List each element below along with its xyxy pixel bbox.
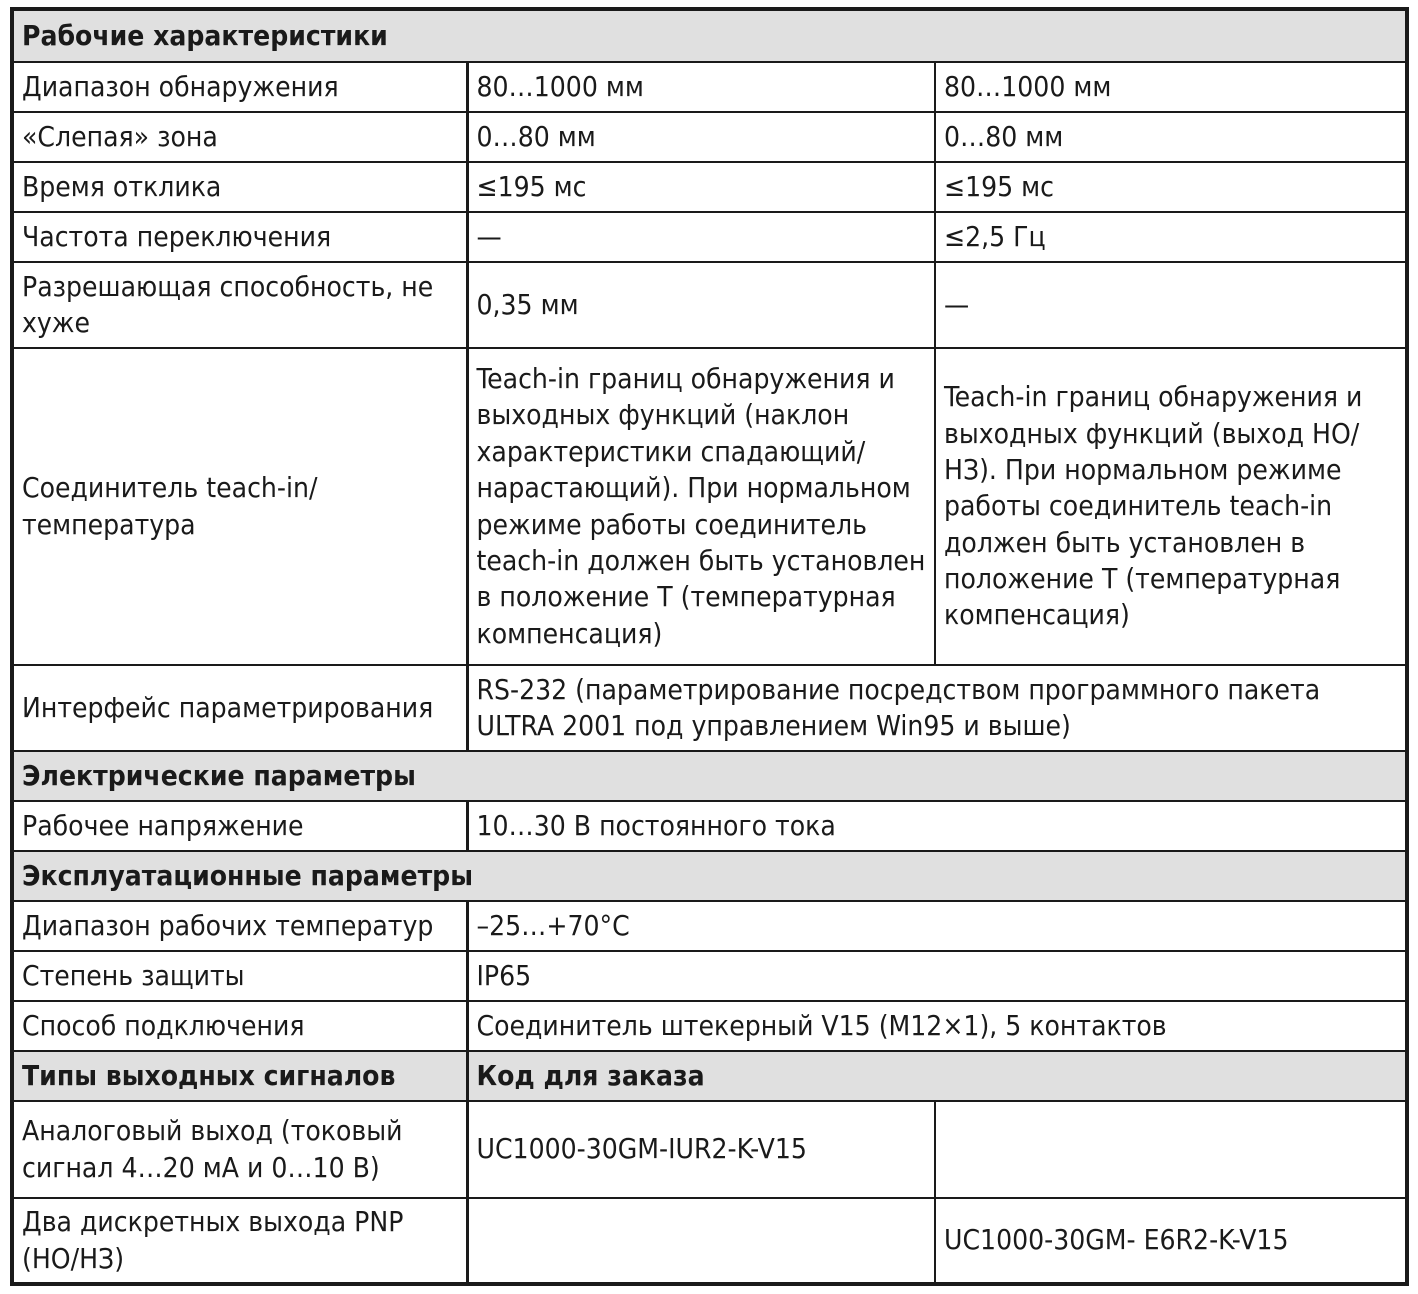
detection-range-label: Диапазон обнаружения — [12, 62, 467, 112]
pnp-out-code-1 — [467, 1198, 935, 1284]
resolution-label: Разрешающая способность, не хуже — [12, 262, 467, 348]
section-row — [12, 9, 1407, 62]
switch-freq-value-1: — — [467, 212, 935, 262]
switch-freq-label: Частота переключения — [12, 212, 467, 262]
section-electrical: Электрические параметры — [12, 751, 1407, 801]
interface-value: RS-232 (параметрирование посредством программного пакета ULTRA 2001 под управлением Win95 и выше) — [467, 665, 1407, 751]
voltage-label: Рабочее напряжение — [12, 801, 467, 851]
teach-in-value-2: Teach-in границ обнаружения и выходных функций (выход НО/НЗ). При нормальном режиме работы соединитель teach-in должен быть установлен в положение T (температурная компенсация) — [935, 348, 1407, 665]
response-time-value-2: ≤195 мс — [935, 162, 1407, 212]
analog-out-code-1: UC1000-30GM-IUR2-K-V15 — [467, 1101, 935, 1198]
table-row — [12, 1198, 1407, 1284]
blind-zone-label: «Слепая» зона — [12, 112, 467, 162]
analog-out-label: Аналоговый выход (токовый сигнал 4…20 мА и 0…10 В) — [12, 1101, 467, 1198]
table-row — [12, 951, 1407, 1001]
table-row — [12, 801, 1407, 851]
table-row — [12, 262, 1407, 348]
section-operational: Эксплуатационные параметры — [12, 851, 1407, 901]
table-row — [12, 62, 1407, 112]
response-time-label: Время отклика — [12, 162, 467, 212]
pnp-out-code-2: UC1000-30GM- E6R2-K-V15 — [935, 1198, 1407, 1284]
section-working: Рабочие характеристики — [12, 9, 1407, 62]
section-row — [12, 1051, 1407, 1101]
teach-in-label: Соединитель teach-in/ температура — [12, 348, 467, 665]
section-order-code: Код для заказа — [467, 1051, 1407, 1101]
connection-value: Соединитель штекерный V15 (M12×1), 5 контактов — [467, 1001, 1407, 1051]
table-row — [12, 112, 1407, 162]
connection-label: Способ подключения — [12, 1001, 467, 1051]
resolution-value-2: — — [935, 262, 1407, 348]
analog-out-code-2 — [935, 1101, 1407, 1198]
table-row — [12, 665, 1407, 751]
table-row — [12, 1001, 1407, 1051]
section-row — [12, 851, 1407, 901]
teach-in-value-1: Teach-in границ обнаружения и выходных функций (наклон характеристики спадающий/нарастающий). При нормальном режиме работы соединитель teach-in должен быть установлен в положение T (температурная компенсация) — [467, 348, 935, 665]
table-row — [12, 212, 1407, 262]
detection-range-value-2: 80…1000 мм — [935, 62, 1407, 112]
blind-zone-value-2: 0…80 мм — [935, 112, 1407, 162]
temp-range-label: Диапазон рабочих температур — [12, 901, 467, 951]
section-output-types: Типы выходных сигналов — [12, 1051, 467, 1101]
spec-table — [10, 7, 1409, 1286]
protection-value: IP65 — [467, 951, 1407, 1001]
interface-label: Интерфейс параметрирования — [12, 665, 467, 751]
pnp-out-label: Два дискретных выхода PNP (НО/НЗ) — [12, 1198, 467, 1284]
table-row — [12, 162, 1407, 212]
resolution-value-1: 0,35 мм — [467, 262, 935, 348]
protection-label: Степень защиты — [12, 951, 467, 1001]
temp-range-value: –25…+70°C — [467, 901, 1407, 951]
switch-freq-value-2: ≤2,5 Гц — [935, 212, 1407, 262]
detection-range-value-1: 80…1000 мм — [467, 62, 935, 112]
voltage-value: 10…30 В постоянного тока — [467, 801, 1407, 851]
response-time-value-1: ≤195 мс — [467, 162, 935, 212]
table-row — [12, 1101, 1407, 1198]
blind-zone-value-1: 0…80 мм — [467, 112, 935, 162]
section-row — [12, 751, 1407, 801]
table-row — [12, 901, 1407, 951]
table-row — [12, 348, 1407, 665]
